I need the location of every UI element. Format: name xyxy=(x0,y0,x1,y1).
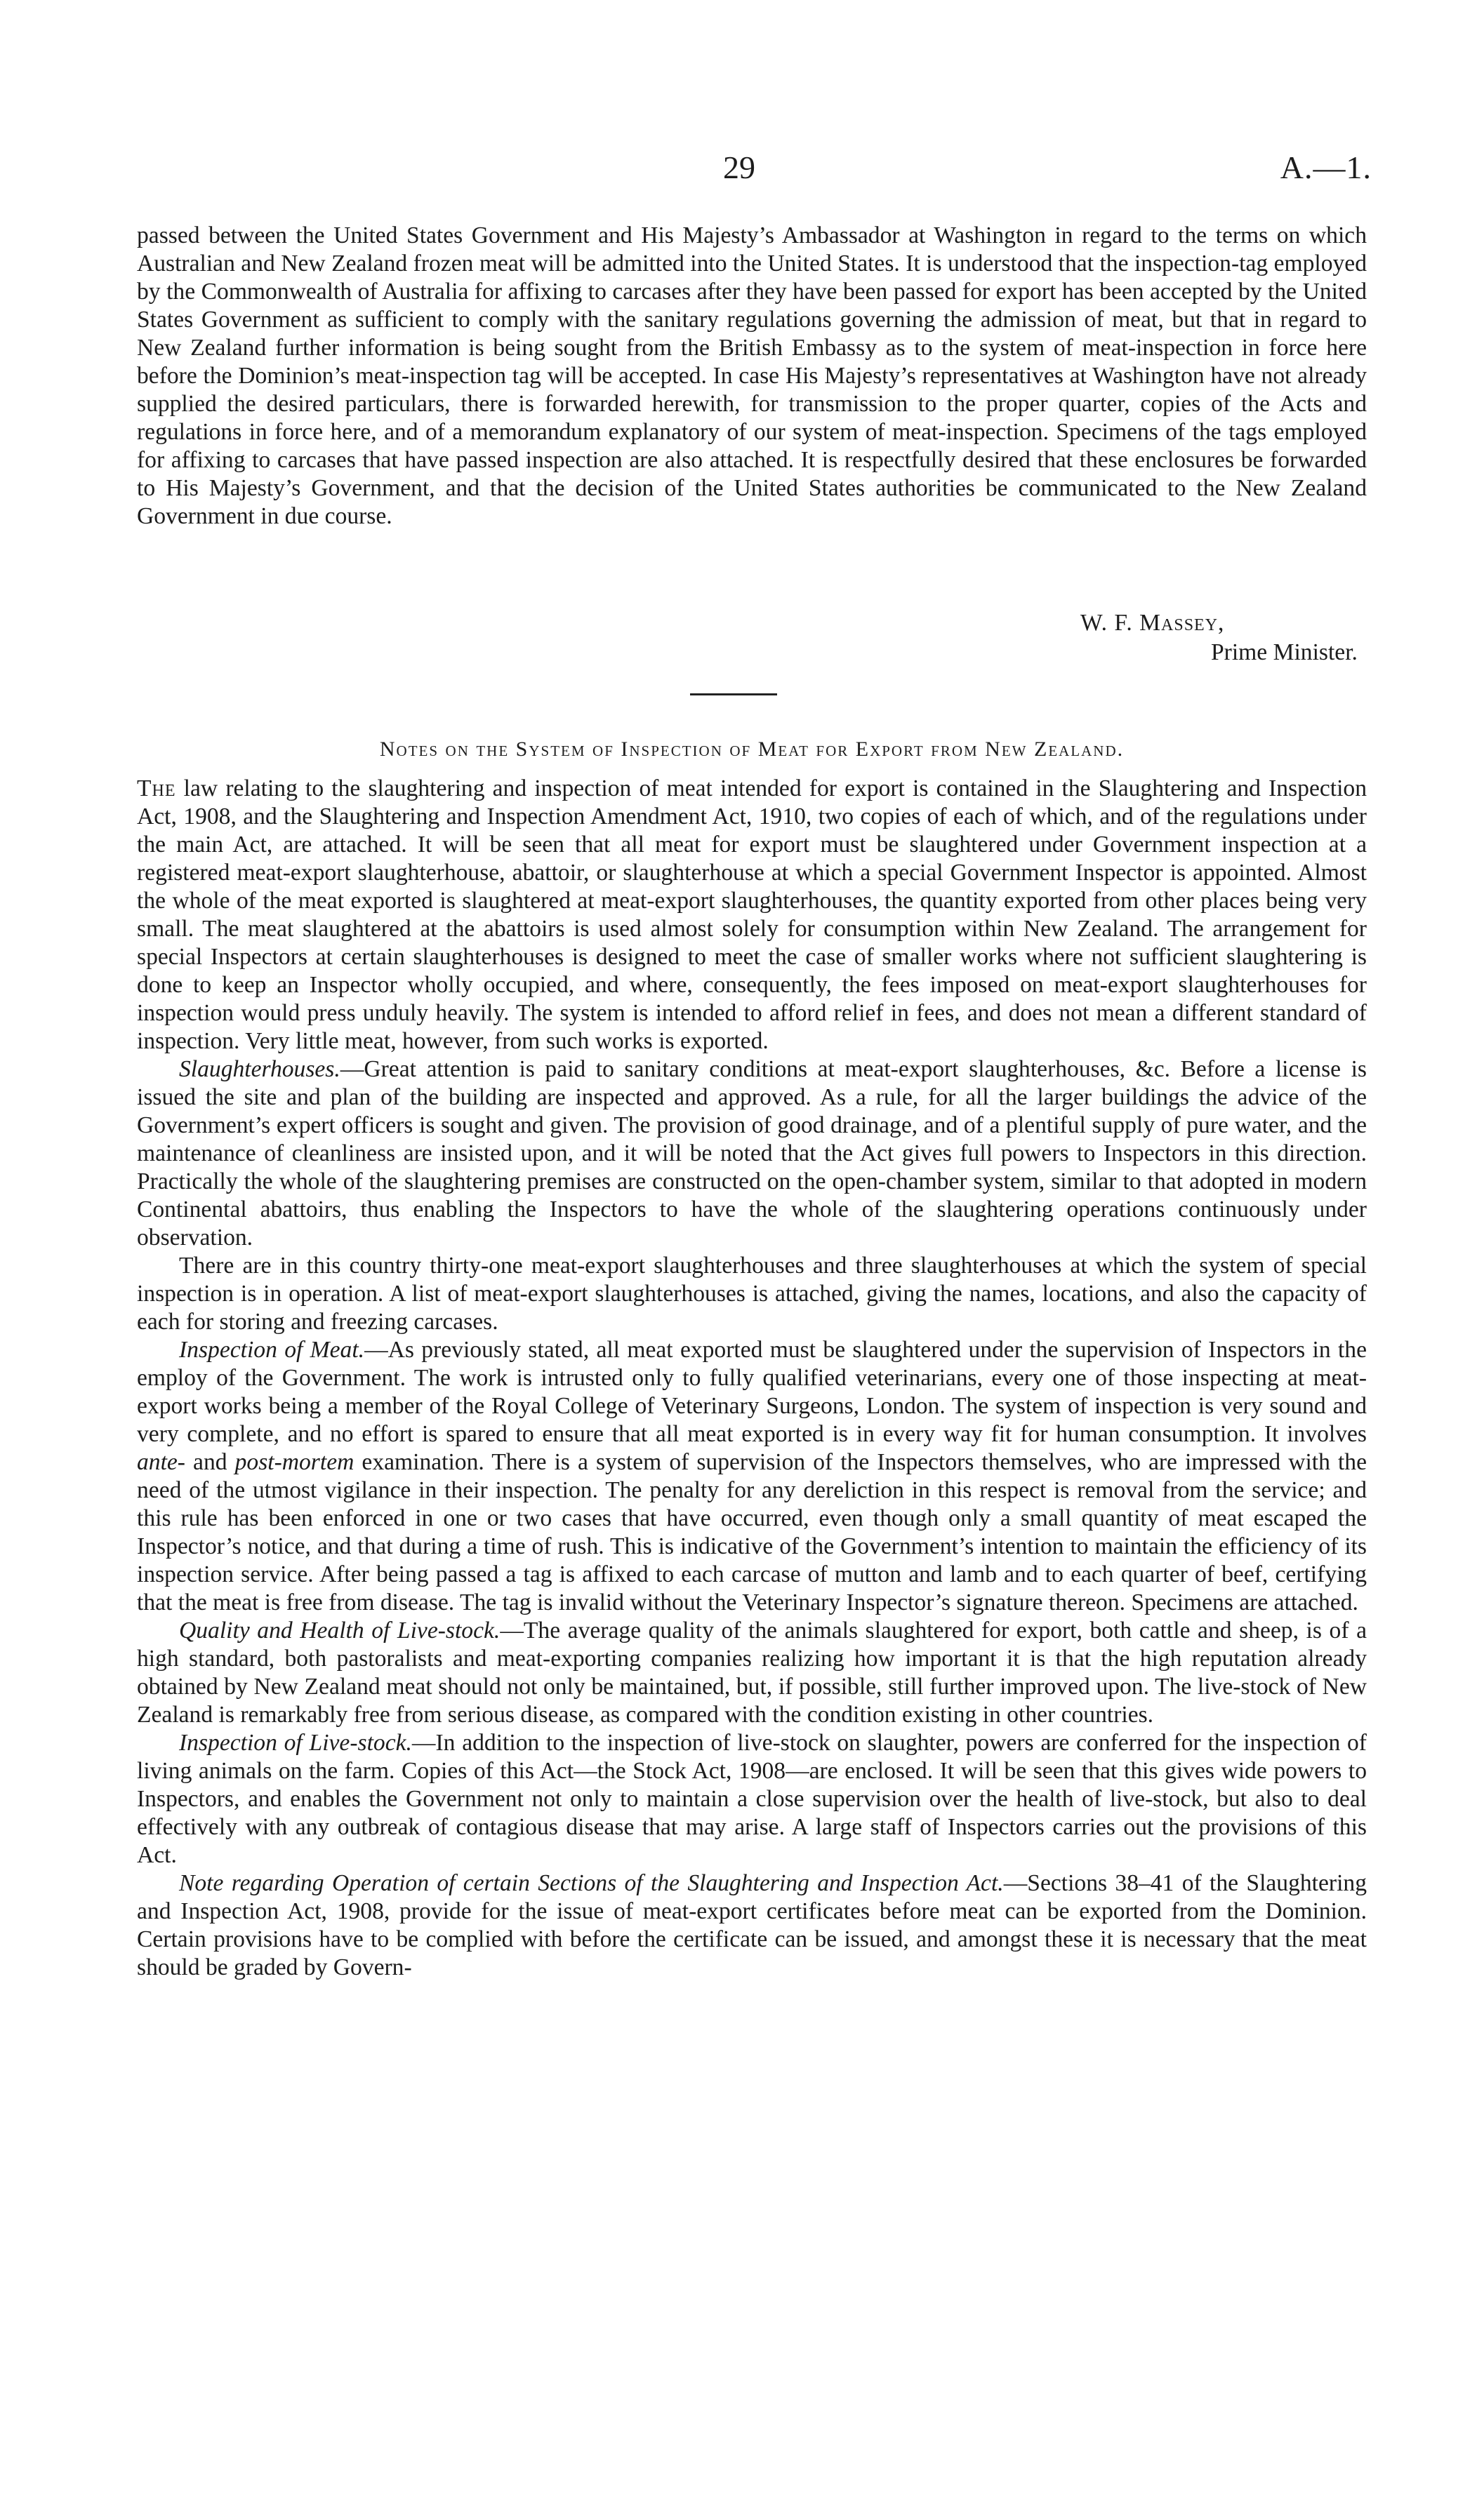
note-heading: Note regarding Operation of certain Sections of the Slaughtering and Inspection Act. xyxy=(179,1870,1004,1896)
livestock-heading: Inspection of Live-stock. xyxy=(179,1730,412,1756)
intro-lead-word: The xyxy=(137,775,176,801)
signature-title: Prime Minister. xyxy=(1211,639,1358,665)
livestock-text: —In addition to the inspection of live-stock on slaughter, powers are conferred for the inspection of living animals on the farm. Copies of this Act—the Stock Act, 1908—are enclosed. It will be seen that this gives wide powers to Inspectors, and enables the Government not only to maintain a close supervision over the health of live-stock, but also to deal effectively with any outbreak of contagious disease that may arise. A large staff of Inspectors carries out the provisions of this Act. xyxy=(137,1730,1367,1868)
livestock-paragraph xyxy=(137,1729,1367,1869)
ante-term: ante- xyxy=(137,1449,185,1475)
slaughterhouses-text: —Great attention is paid to sanitary conditions at meat-export slaughterhouses, &c. Before a license is issued the site and plan of the building are inspected and approved. As a rule, for all the larger buildings the advice of the Government’s expert officers is sought and given. The provision of good drainage, and of a plentiful supply of pure water, and the maintenance of cleanliness are insisted upon, and it will be noted that the Act gives full powers to Inspectors in this direction. Practically the whole of the slaughtering premises are constructed on the open-chamber system, similar to that adopted in modern Continental abattoirs, thus enabling the Inspectors to have the whole of the slaughtering operations continuously under observation. xyxy=(137,1056,1367,1251)
inspection-meat-paragraph xyxy=(137,1336,1367,1617)
quality-heading: Quality and Health of Live-stock. xyxy=(179,1618,501,1644)
letter-body xyxy=(137,222,1367,531)
section-divider xyxy=(690,693,777,695)
document-reference: A.—1. xyxy=(1280,149,1372,185)
section-heading: Notes on the System of Inspection of Meat for Export from New Zealand. xyxy=(379,738,1125,761)
letter-paragraph: passed between the United States Government and His Majesty’s Ambassador at Washington in regard to the terms on which Australian and New Zealand frozen meat will be admitted into the United States. It is understood that the inspection-tag employed by the Commonwealth of Australia for affixing to carcases after they have been passed for export has been accepted by the United States Government as sufficient to comply with the sanitary regulations governing the admission of meat, but that in regard to New Zealand further information is being sought from the British Embassy as to the system of meat-inspection in force here before the Dominion’s meat-inspection tag will be accepted. In case His Majesty’s representatives at Washington have not already supplied the desired particulars, there is forwarded herewith, for transmission to the proper quarter, copies of the Acts and regulations in force here, and of a memorandum explanatory of our system of meat-inspection. Specimens of the tags employed for affixing to carcases that have passed inspection are also attached. It is respectfully desired that these enclosures be forwarded to His Majesty’s Government, and that the decision of the United States authorities be communicated to the New Zealand Government in due course. xyxy=(137,222,1367,529)
slaughterhouses-heading: Slaughterhouses. xyxy=(179,1056,340,1082)
quality-text: —The average quality of the animals slaughtered for export, both cattle and sheep, is of a high standard, both pastoralists and meat-exporting companies realizing how important it is that the high reputation already obtained by New Zealand meat should not only be maintained, but, if possible, still further improved upon. The live-stock of New Zealand is remarkably free from serious disease, as compared with the condition existing in other countries. xyxy=(137,1618,1367,1728)
slaughterhouses-paragraph xyxy=(137,1055,1367,1252)
quality-paragraph xyxy=(137,1617,1367,1729)
inspection-meat-text-a: —As previously stated, all meat exported must be slaughtered under the supervision of Inspectors in the employ of the Government. The work is intrusted only to fully qualified veterinarians, every one of those inspecting at meat-export works being a member of the Royal College of Veterinary Surgeons, London. The system of inspection is very sound and very complete, and no effort is spared to ensure that all meat exported is in every way fit for human consumption. It involves xyxy=(137,1337,1367,1447)
intro-paragraph xyxy=(137,775,1367,1055)
signature-name: W. F. Massey, xyxy=(1080,610,1225,636)
inspection-meat-heading: Inspection of Meat. xyxy=(179,1337,365,1363)
inspection-meat-text-b: examination. There is a system of supervision of the Inspectors themselves, who are impressed with the need of the utmost vigilance in their inspection. The penalty for any dereliction in this respect is removal from the service; and this rule has been enforced in one or two cases that have occurred, even though only a small quantity of meat escaped the Inspector’s notice, and that during a time of rush. This is indicative of the Government’s intention to maintain the efficiency of its inspection service. After being passed a tag is affixed to each carcase of mutton and lamb and to each quarter of beef, certifying that the meat is free from disease. The tag is invalid without the Veterinary Inspector’s signature thereon. Specimens are attached. xyxy=(137,1449,1367,1615)
note-text: —Sections 38–41 of the Slaughtering and Inspection Act, 1908, provide for the issue of meat-export certificates before meat can be exported from the Dominion. Certain provisions have to be complied with before the certificate can be issued, and amongst these it is necessary that the meat should be graded by Govern- xyxy=(137,1870,1367,1980)
notes-body xyxy=(137,775,1367,1982)
count-paragraph: There are in this country thirty-one meat-export slaughterhouses and three slaughterhouses at which the system of special inspection is in operation. A list of meat-export slaughterhouses is attached, giving the names, locations, and also the capacity of each for storing and freezing carcases. xyxy=(137,1253,1367,1335)
page-number: 29 xyxy=(723,149,755,185)
intro-text: law relating to the slaughtering and inspection of meat intended for export is contained in the Slaughtering and Inspection Act, 1908, and the Slaughtering and Inspection Amendment Act, 1910, two copies of each of which, and of the regulations under the main Act, are attached. It will be seen that all meat for export must be slaughtered under Government inspection at a registered meat-export slaughterhouse, abattoir, or slaughterhouse at which a special Government Inspector is appointed. Almost the whole of the meat exported is slaughtered at meat-export slaughterhouses, the quantity exported from other places being very small. The meat slaughtered at the abattoirs is used almost solely for consumption within New Zealand. The arrangement for special Inspectors at certain slaughterhouses is designed to meet the case of smaller works where not sufficient slaughtering is done to keep an Inspector wholly occupied, and where, consequently, the fees imposed on meat-export slaughterhouses for inspection would press unduly heavily. The system is intended to afford relief in fees, and does not mean a different standard of inspection. Very little meat, however, from such works is exported. xyxy=(137,775,1367,1054)
and-word: and xyxy=(185,1449,235,1475)
note-paragraph xyxy=(137,1869,1367,1982)
post-mortem-term: post-mortem xyxy=(234,1449,355,1475)
